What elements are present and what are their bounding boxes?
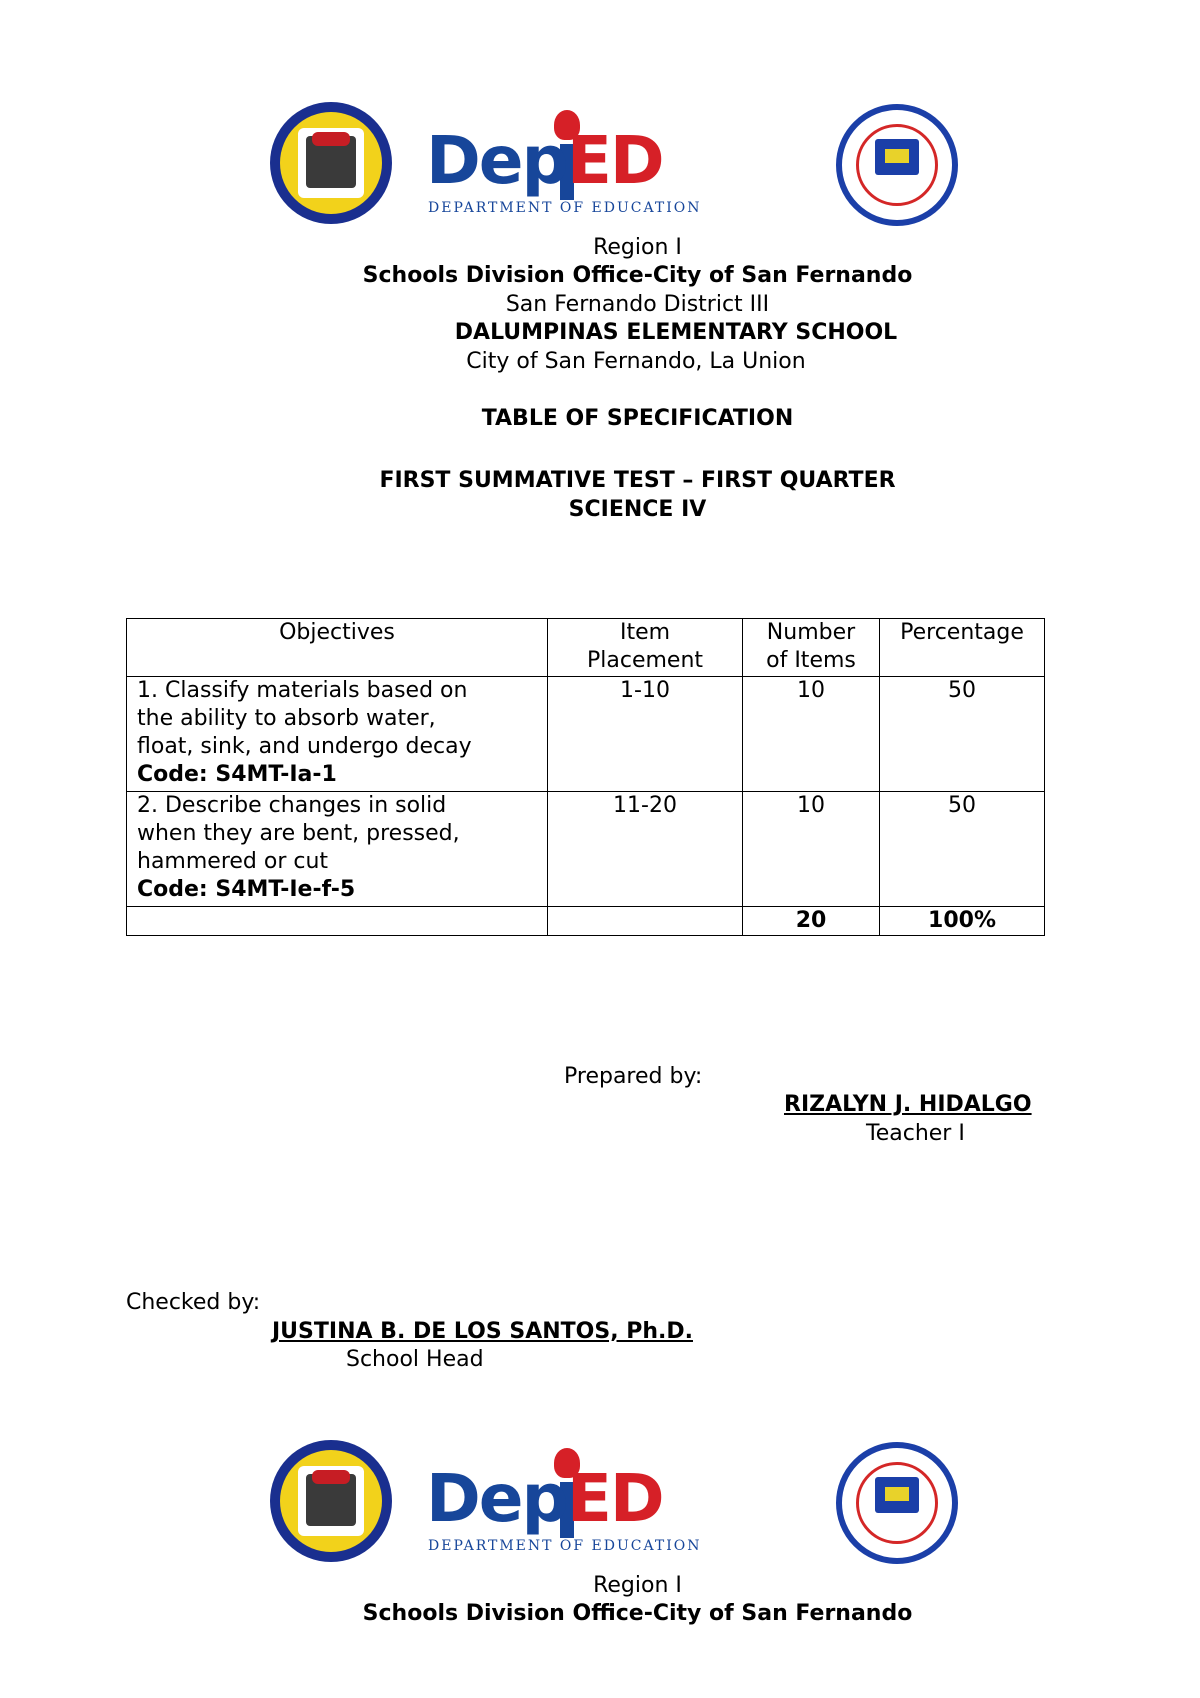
republic-seal-icon [270,1440,392,1562]
percentage-cell: 50 [880,677,1045,792]
school-name: DALUMPINAS ELEMENTARY SCHOOL [454,320,898,345]
deped-logo-icon: DepED DEPARTMENT OF EDUCATION [404,1446,784,1566]
total-empty-cell [127,907,548,936]
checked-by-label: Checked by: [126,1290,261,1315]
table-total-row [127,907,1045,936]
school-seal-icon [836,104,958,226]
checked-by-title: School Head [346,1347,484,1372]
school-address: City of San Fernando, La Union [466,349,806,374]
items-cell: 10 [743,792,880,907]
header-objectives: Objectives [127,619,548,677]
placement-cell: 1-10 [548,677,743,792]
table-header-row [127,619,1045,677]
table-row [127,792,1045,907]
checked-by-name: JUSTINA B. DE LOS SANTOS, Ph.D. [272,1319,693,1344]
prepared-by-title: Teacher I [866,1121,965,1146]
deped-logo-icon: DepED DEPARTMENT OF EDUCATION [404,108,784,228]
prepared-by-label: Prepared by: [564,1064,703,1089]
prepared-by-name: RIZALYN J. HIDALGO [784,1092,1032,1117]
subject-title: SCIENCE IV [568,497,707,522]
objective-cell: 1. Classify materials based on the ability to absorb water, float, sink, and undergo decay Code: S4MT-Ia-1 [127,677,548,792]
district-label: San Fernando District III [505,292,770,317]
school-seal-icon [836,1442,958,1564]
footer-region-label: Region I [593,1573,682,1598]
footer-division-label: Schools Division Office-City of San Fernando [362,1601,913,1626]
republic-seal-icon [270,102,392,224]
percentage-cell: 50 [880,792,1045,907]
total-items-cell: 20 [743,907,880,936]
header-item-placement: Item Placement [548,619,743,677]
header-percentage: Percentage [880,619,1045,677]
total-empty-cell [548,907,743,936]
test-title: FIRST SUMMATIVE TEST – FIRST QUARTER [379,468,896,493]
region-label: Region I [593,235,682,260]
document-title: TABLE OF SPECIFICATION [481,406,794,431]
placement-cell: 11-20 [548,792,743,907]
specification-table [126,618,1045,936]
objective-cell: 2. Describe changes in solid when they are bent, pressed, hammered or cut Code: S4MT-Ie-f-5 [127,792,548,907]
total-percentage-cell: 100% [880,907,1045,936]
header-number-of-items: Number of Items [743,619,880,677]
items-cell: 10 [743,677,880,792]
division-label: Schools Division Office-City of San Fernando [362,263,913,288]
table-row [127,677,1045,792]
